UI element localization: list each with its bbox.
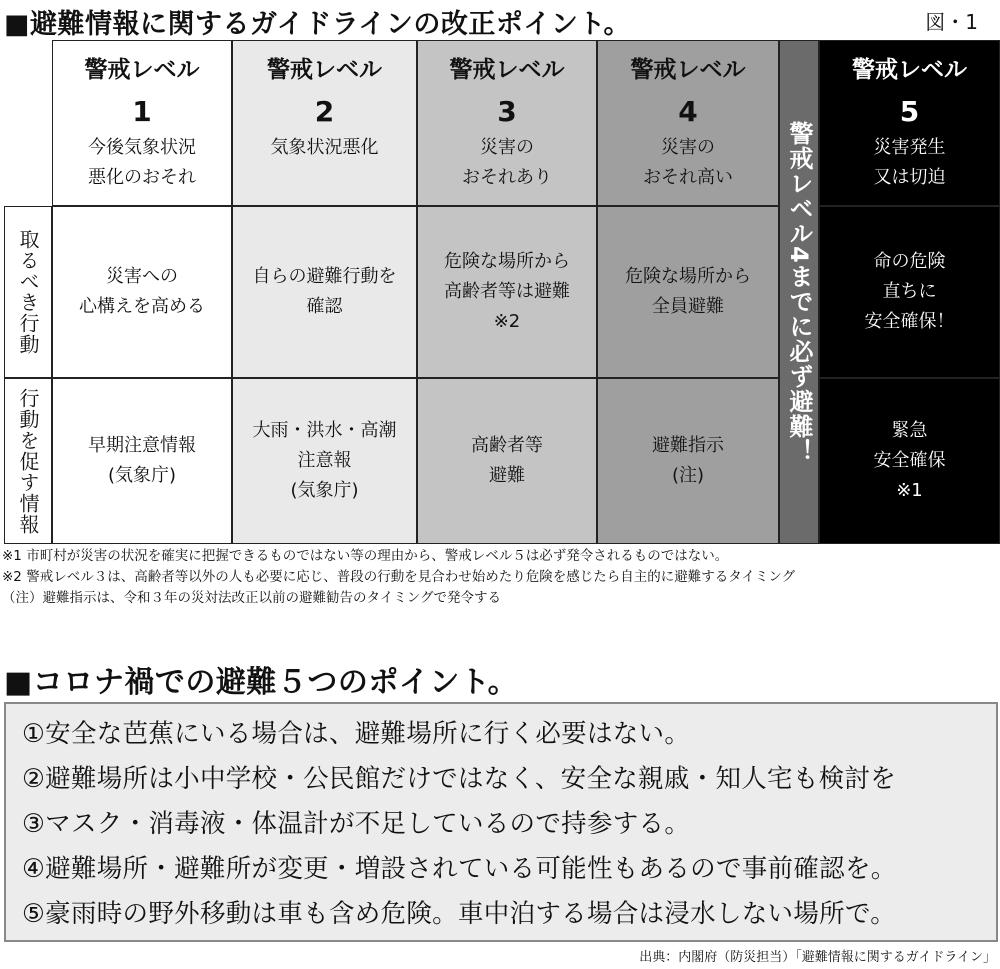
cell-line: ※2 (493, 311, 521, 332)
cell-line: 命の危険 (873, 251, 946, 272)
cell-line: ※1 (896, 480, 923, 501)
level-label: 警戒レベル (449, 57, 565, 83)
cell-line: 確認 (306, 296, 343, 317)
action-level-1 (52, 206, 232, 378)
level-label: 警戒レベル (84, 57, 200, 83)
cell-line: 危険な場所から (625, 266, 751, 287)
cell-line: 直ちに (882, 281, 937, 302)
info-level-3 (417, 378, 597, 544)
level-number: 4 (678, 95, 698, 128)
table-corner (4, 40, 52, 206)
section-title-covid: ■コロナ禍での避難５つのポイント。 (4, 665, 519, 700)
cell-line: 自らの避難行動を (252, 266, 397, 287)
cell-line: 大雨・洪水・高潮 (252, 420, 397, 441)
row-label-info: 行動を促す情報 (4, 378, 52, 544)
point-item: ②避難場所は小中学校・公民館だけではなく、安全な親戚・知人宅も検討を (22, 764, 897, 794)
footnote: （注）避難指示は、令和３年の災対法改正以前の避難勧告のタイミングで発令する (2, 590, 501, 606)
main-title: ■避難情報に関するガイドラインの改正ポイント。 (4, 9, 631, 40)
cell-line: (気象庁) (290, 480, 359, 501)
cell-line: 緊急 (891, 420, 928, 441)
cell-line: 安全確保！ (864, 311, 955, 332)
cell-line: 早期注意情報 (88, 435, 196, 456)
info-level-5 (819, 378, 1000, 544)
level-desc-line: 災害の (661, 137, 715, 158)
level-label: 警戒レベル (852, 57, 967, 83)
point-item: ④避難場所・避難所が変更・増設されている可能性もあるので事前確認を。 (22, 854, 897, 884)
footnotes (2, 546, 795, 609)
point-item: ①安全な芭蕉にいる場合は、避難場所に行く必要はない。 (22, 719, 691, 749)
covid-points-box (4, 702, 998, 942)
level-label: 警戒レベル (630, 57, 746, 83)
info-level-4 (597, 378, 779, 544)
cell-line: 安全確保 (873, 450, 946, 471)
level-desc-line: 災害の (480, 137, 534, 158)
level-desc-line: 悪化のおそれ (88, 167, 196, 188)
action-level-3 (417, 206, 597, 378)
evacuate-by-level-4-band: 警戒レベル4までに必ず避難！ (779, 40, 819, 544)
cell-line: 避難指示 (652, 435, 724, 456)
level-1-header (52, 40, 232, 206)
footnote: ※1 市町村が災害の状況を確実に把握できるものではない等の理由から、警戒レベル５は必ず発令されるものではない。 (2, 548, 729, 564)
level-3-header (417, 40, 597, 206)
level-desc-line: 今後気象状況 (88, 137, 196, 158)
alert-level-table (4, 40, 1000, 544)
cell-line: (注) (671, 465, 705, 486)
cell-line: (気象庁) (107, 465, 177, 486)
cell-line: 高齢者等は避難 (444, 281, 570, 302)
level-2-header (232, 40, 417, 206)
level-5-header (819, 40, 1000, 206)
cell-line: 注意報 (297, 450, 352, 471)
level-number: 5 (899, 95, 920, 128)
info-level-2 (232, 378, 417, 544)
footnote: ※2 警戒レベル３は、高齢者等以外の人も必要に応じ、普段の行動を見合わせ始めたり危険を感じたら自主的に避難するタイミング (2, 569, 796, 585)
action-level-4 (597, 206, 779, 378)
level-4-header (597, 40, 779, 206)
level-number: 1 (132, 95, 152, 128)
source-citation: 出典：内閣府（防災担当）「避難情報に関するガイドライン」 (639, 950, 996, 965)
cell-line: 高齢者等 (471, 435, 543, 456)
point-item: ⑤豪雨時の野外移動は車も含め危険。車中泊する場合は浸水しない場所で。 (22, 899, 897, 929)
level-label: 警戒レベル (267, 57, 382, 83)
level-desc-line: 気象状況悪化 (270, 137, 379, 158)
figure-label: 図・1 (925, 10, 978, 34)
level-number: 2 (314, 95, 335, 128)
cell-line: 災害への (106, 266, 178, 287)
cell-line: 心構えを高める (79, 296, 205, 317)
level-desc-line: 又は切迫 (873, 167, 946, 188)
row-label-actions: 取るべき行動 (4, 206, 52, 378)
cell-line: 避難 (489, 465, 525, 486)
point-item: ③マスク・消毒液・体温計が不足しているので持参する。 (22, 809, 691, 839)
level-number: 3 (497, 95, 517, 128)
cell-line: 危険な場所から (444, 251, 570, 272)
cell-line: 全員避難 (652, 296, 724, 317)
level-desc-line: おそれあり (462, 167, 552, 188)
action-level-2 (232, 206, 417, 378)
info-level-1 (52, 378, 232, 544)
level-desc-line: 災害発生 (873, 137, 946, 158)
level-desc-line: おそれ高い (643, 167, 733, 188)
action-level-5 (819, 206, 1000, 378)
